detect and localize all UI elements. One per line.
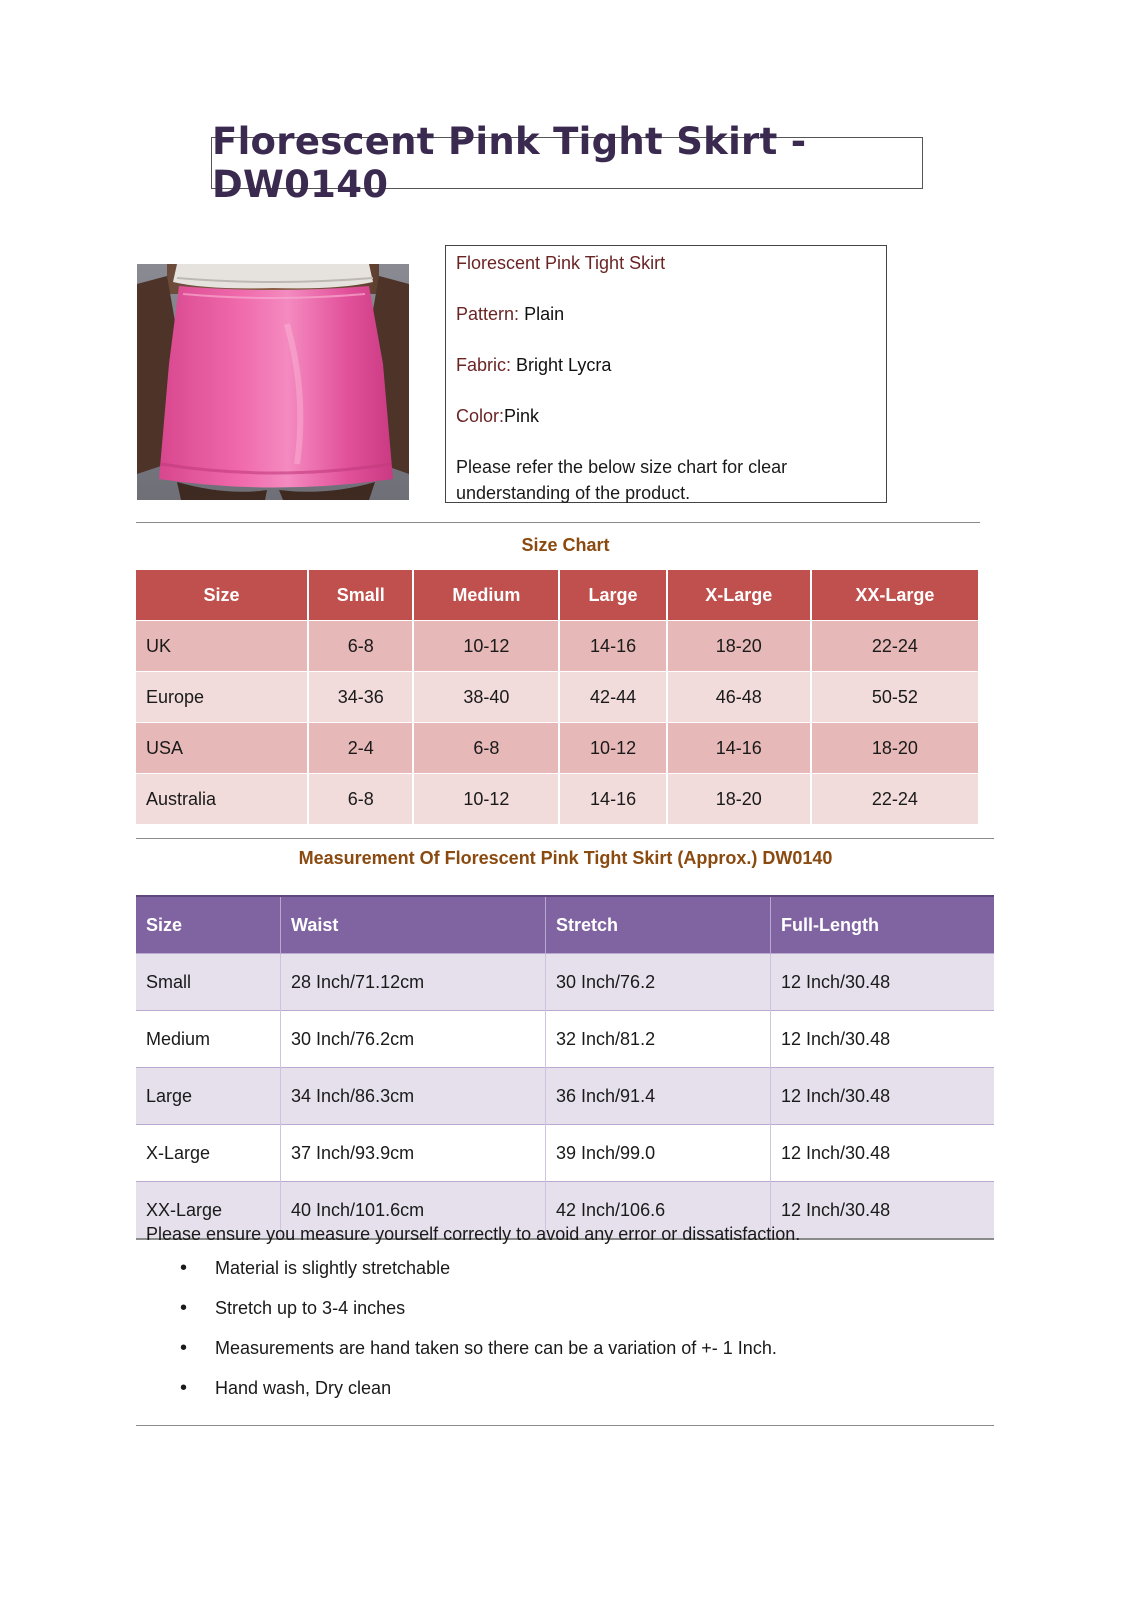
table-row bbox=[136, 1011, 994, 1068]
table-cell: 22-24 bbox=[811, 774, 979, 825]
notes-intro: Please ensure you measure yourself correctly to avoid any error or dissatisfaction. bbox=[146, 1224, 801, 1244]
table-cell: Large bbox=[136, 1068, 281, 1125]
list-item: • Stretch up to 3-4 inches bbox=[215, 1293, 996, 1333]
header-cell: X-Large bbox=[667, 570, 811, 621]
title-box bbox=[211, 120, 923, 206]
table-cell: 10-12 bbox=[413, 621, 559, 672]
table-cell: 18-20 bbox=[667, 621, 811, 672]
header-cell: Small bbox=[308, 570, 413, 621]
table-cell: 6-8 bbox=[308, 621, 413, 672]
table-cell: 42 Inch/106.6 bbox=[546, 1182, 771, 1240]
table-cell: 18-20 bbox=[667, 774, 811, 825]
table-cell: Medium bbox=[136, 1011, 281, 1068]
table-cell: USA bbox=[136, 723, 308, 774]
table-cell: 10-12 bbox=[413, 774, 559, 825]
table-cell: 37 Inch/93.9cm bbox=[281, 1125, 546, 1182]
measurement-header-row bbox=[136, 896, 994, 954]
divider bbox=[136, 838, 994, 839]
table-cell: 12 Inch/30.48 bbox=[771, 1125, 995, 1182]
divider bbox=[136, 1425, 994, 1426]
table-row bbox=[136, 774, 979, 825]
table-cell: Europe bbox=[136, 672, 308, 723]
table-row bbox=[136, 1068, 994, 1125]
table-row bbox=[136, 723, 979, 774]
table-row bbox=[136, 672, 979, 723]
table-cell: 28 Inch/71.12cm bbox=[281, 954, 546, 1011]
table-cell: Australia bbox=[136, 774, 308, 825]
list-item: • Measurements are hand taken so there can be a variation of +- 1 Inch. bbox=[215, 1333, 996, 1373]
fabric-label: Fabric: bbox=[456, 355, 512, 375]
measurement-table bbox=[136, 895, 994, 1240]
pattern-value: Plain bbox=[524, 304, 565, 324]
table-cell: 32 Inch/81.2 bbox=[546, 1011, 771, 1068]
pattern-label: Pattern: bbox=[456, 304, 520, 324]
table-row bbox=[136, 621, 979, 672]
table-cell: 12 Inch/30.48 bbox=[771, 1068, 995, 1125]
table-cell: 46-48 bbox=[667, 672, 811, 723]
table-cell: 40 Inch/101.6cm bbox=[281, 1182, 546, 1240]
table-cell: 38-40 bbox=[413, 672, 559, 723]
list-item: • Material is slightly stretchable bbox=[215, 1253, 996, 1293]
table-cell: 34 Inch/86.3cm bbox=[281, 1068, 546, 1125]
table-cell: 42-44 bbox=[559, 672, 666, 723]
table-cell: 50-52 bbox=[811, 672, 979, 723]
divider bbox=[136, 522, 980, 523]
pattern-row bbox=[456, 301, 876, 327]
table-row bbox=[136, 1125, 994, 1182]
measurement-title: Measurement Of Florescent Pink Tight Skirt (Approx.) DW0140 bbox=[298, 848, 833, 868]
table-cell: XX-Large bbox=[136, 1182, 281, 1240]
table-cell: 14-16 bbox=[559, 621, 666, 672]
size-chart-table bbox=[136, 570, 980, 824]
table-cell: 30 Inch/76.2 bbox=[546, 954, 771, 1011]
header-cell: Medium bbox=[413, 570, 559, 621]
size-chart-header-row bbox=[136, 570, 979, 621]
page-title: Florescent Pink Tight Skirt - DW0140 bbox=[212, 120, 807, 206]
product-info-box bbox=[445, 245, 887, 503]
color-row bbox=[456, 403, 876, 429]
table-cell: 36 Inch/91.4 bbox=[546, 1068, 771, 1125]
notes-list bbox=[146, 1253, 996, 1413]
table-cell: 6-8 bbox=[308, 774, 413, 825]
table-cell: 12 Inch/30.48 bbox=[771, 1182, 995, 1240]
header-cell: Full-Length bbox=[771, 896, 995, 954]
table-cell: 39 Inch/99.0 bbox=[546, 1125, 771, 1182]
header-cell: Waist bbox=[281, 896, 546, 954]
header-cell: Size bbox=[136, 896, 281, 954]
table-cell: X-Large bbox=[136, 1125, 281, 1182]
size-note: Please refer the below size chart for clear understanding of the product. bbox=[456, 457, 788, 503]
table-cell: 18-20 bbox=[811, 723, 979, 774]
product-photo bbox=[137, 264, 409, 500]
table-cell: UK bbox=[136, 621, 308, 672]
table-cell: 14-16 bbox=[559, 774, 666, 825]
table-cell: 34-36 bbox=[308, 672, 413, 723]
table-cell: 30 Inch/76.2cm bbox=[281, 1011, 546, 1068]
color-value: Pink bbox=[504, 406, 540, 426]
fabric-value: Bright Lycra bbox=[516, 355, 612, 375]
header-cell: Size bbox=[136, 570, 308, 621]
table-cell: 12 Inch/30.48 bbox=[771, 1011, 995, 1068]
header-cell: Stretch bbox=[546, 896, 771, 954]
table-cell: 12 Inch/30.48 bbox=[771, 954, 995, 1011]
table-cell: 6-8 bbox=[413, 723, 559, 774]
header-cell: Large bbox=[559, 570, 666, 621]
list-item: • Hand wash, Dry clean bbox=[215, 1373, 996, 1413]
fabric-row bbox=[456, 352, 876, 378]
header-cell: XX-Large bbox=[811, 570, 979, 621]
table-cell: 14-16 bbox=[667, 723, 811, 774]
table-cell: 10-12 bbox=[559, 723, 666, 774]
care-notes bbox=[146, 1224, 996, 1413]
color-label: Color: bbox=[456, 406, 505, 426]
table-row bbox=[136, 954, 994, 1011]
table-cell: 2-4 bbox=[308, 723, 413, 774]
table-cell: 22-24 bbox=[811, 621, 979, 672]
product-name: Florescent Pink Tight Skirt bbox=[456, 253, 666, 273]
size-chart-title: Size Chart bbox=[521, 535, 610, 555]
table-cell: Small bbox=[136, 954, 281, 1011]
